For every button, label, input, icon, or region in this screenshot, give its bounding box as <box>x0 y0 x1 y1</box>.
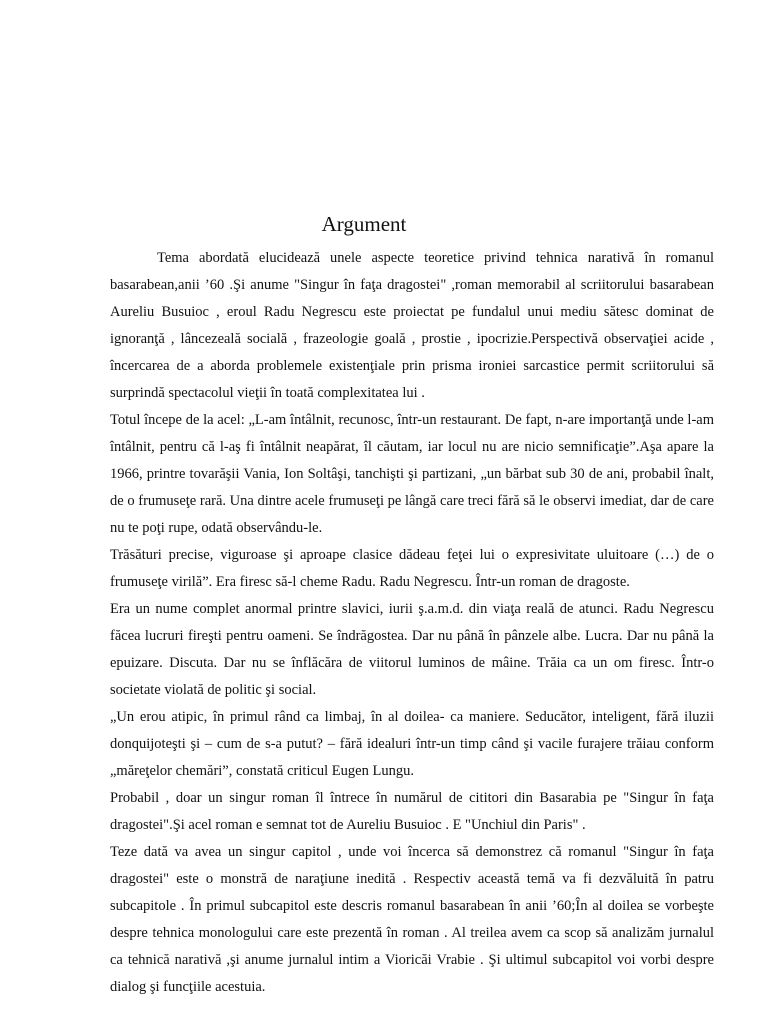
document-body <box>110 245 714 1001</box>
paragraph-quote-meeting: Totul începe de la acel: „L-am întâlnit, recunosc, într-un restaurant. De fapt, n-are importanţă unde l-am întâlnit, pentru că l-aş fi întâlnit neapărat, îl căutam, iar locul nu are nicio semnificaţie”.Aşa apare la 1966, printre tovarăşii Vania, Ion Soltâşi, tanchişti şi partizani, „un bărbat sub 30 de ani, probabil înalt, de o frumuseţe rară. Una dintre acele frumuseţi pe lângă care treci fără să le observi imediat, dar de care nu te poţi rupe, odată observându-le. <box>110 412 714 536</box>
page-title: Argument <box>321 212 407 236</box>
paragraph-name: Era un nume complet anormal printre slavici, iurii ş.a.m.d. din viaţa reală de atunci. Radu Negrescu făcea lucruri fireşti pentru oameni. Se îndrăgostea. Dar nu până în pânzele albe. Lucra. Dar nu până la epuizare. Discuta. Dar nu se înflăcăra de viitorul luminos de mâine. Trăia ca un om firesc. Într-o societate violată de politic şi social. <box>110 601 714 698</box>
paragraph-features: Trăsături precise, viguroase şi aproape clasice dădeau feţei lui o expresivitate uluitoare (…) de o frumuseţe virilă”. Era firesc să-l cheme Radu. Radu Negrescu. Într-un roman de dragoste. <box>110 547 714 590</box>
paragraph-thesis-structure: Teze dată va avea un singur capitol , unde voi încerca să demonstrez că romanul "Singur în faţa dragostei" este o monstră de naraţiune inedită . Respectiv această temă va fi dezvăluită în patru subcapitole . În primul subcapitol este descris romanul basarabean în anii ’60;În al doilea se vorbeşte despre tehnica monologului care este prezentă în roman . Al treilea avem ca scop să analizăm jurnalul ca tehnică narativă ,şi anume jurnalul intim a Vioricăi Vrabie . Şi ultimul subcapitol voi vorbi despre dialog şi funcţiile acestuia. <box>110 844 714 995</box>
paragraph-intro: Tema abordată elucidează unele aspecte teoretice privind tehnica narativă în romanul basarabean,anii ’60 .Şi anume "Singur în faţa dragostei" ,roman memorabil al scriitorului basarabean Aureliu Busuioc , eroul Radu Negrescu este proiectat pe fundalul unui mediu sătesc dominat de ignoranţă , lâncezeală socială , frazeologie goală , prostie , ipocrizie.Perspectivă observaţiei acide , încercarea de a aborda problemele existenţiale prin prisma ironiei sarcastice permit scriitorului să surprindă spectacolul vieţii în toată complexitatea lui . <box>110 250 714 401</box>
paragraph-atypical-hero: „Un erou atipic, în primul rând ca limbaj, în al doilea- ca maniere. Seducător, inteligent, fără iluzii donquijoteşti şi – cum de s-a putut? – fără idealuri într-un timp când şi vacile furajere trăiau conform „măreţelor chemări”, constată criticul Eugen Lungu. <box>110 709 714 779</box>
paragraph-readers: Probabil , doar un singur roman îl întrece în numărul de cititori din Basarabia pe "Singur în faţa dragostei".Şi acel roman e semnat tot de Aureliu Busuioc . E "Unchiul din Paris" . <box>110 790 714 833</box>
